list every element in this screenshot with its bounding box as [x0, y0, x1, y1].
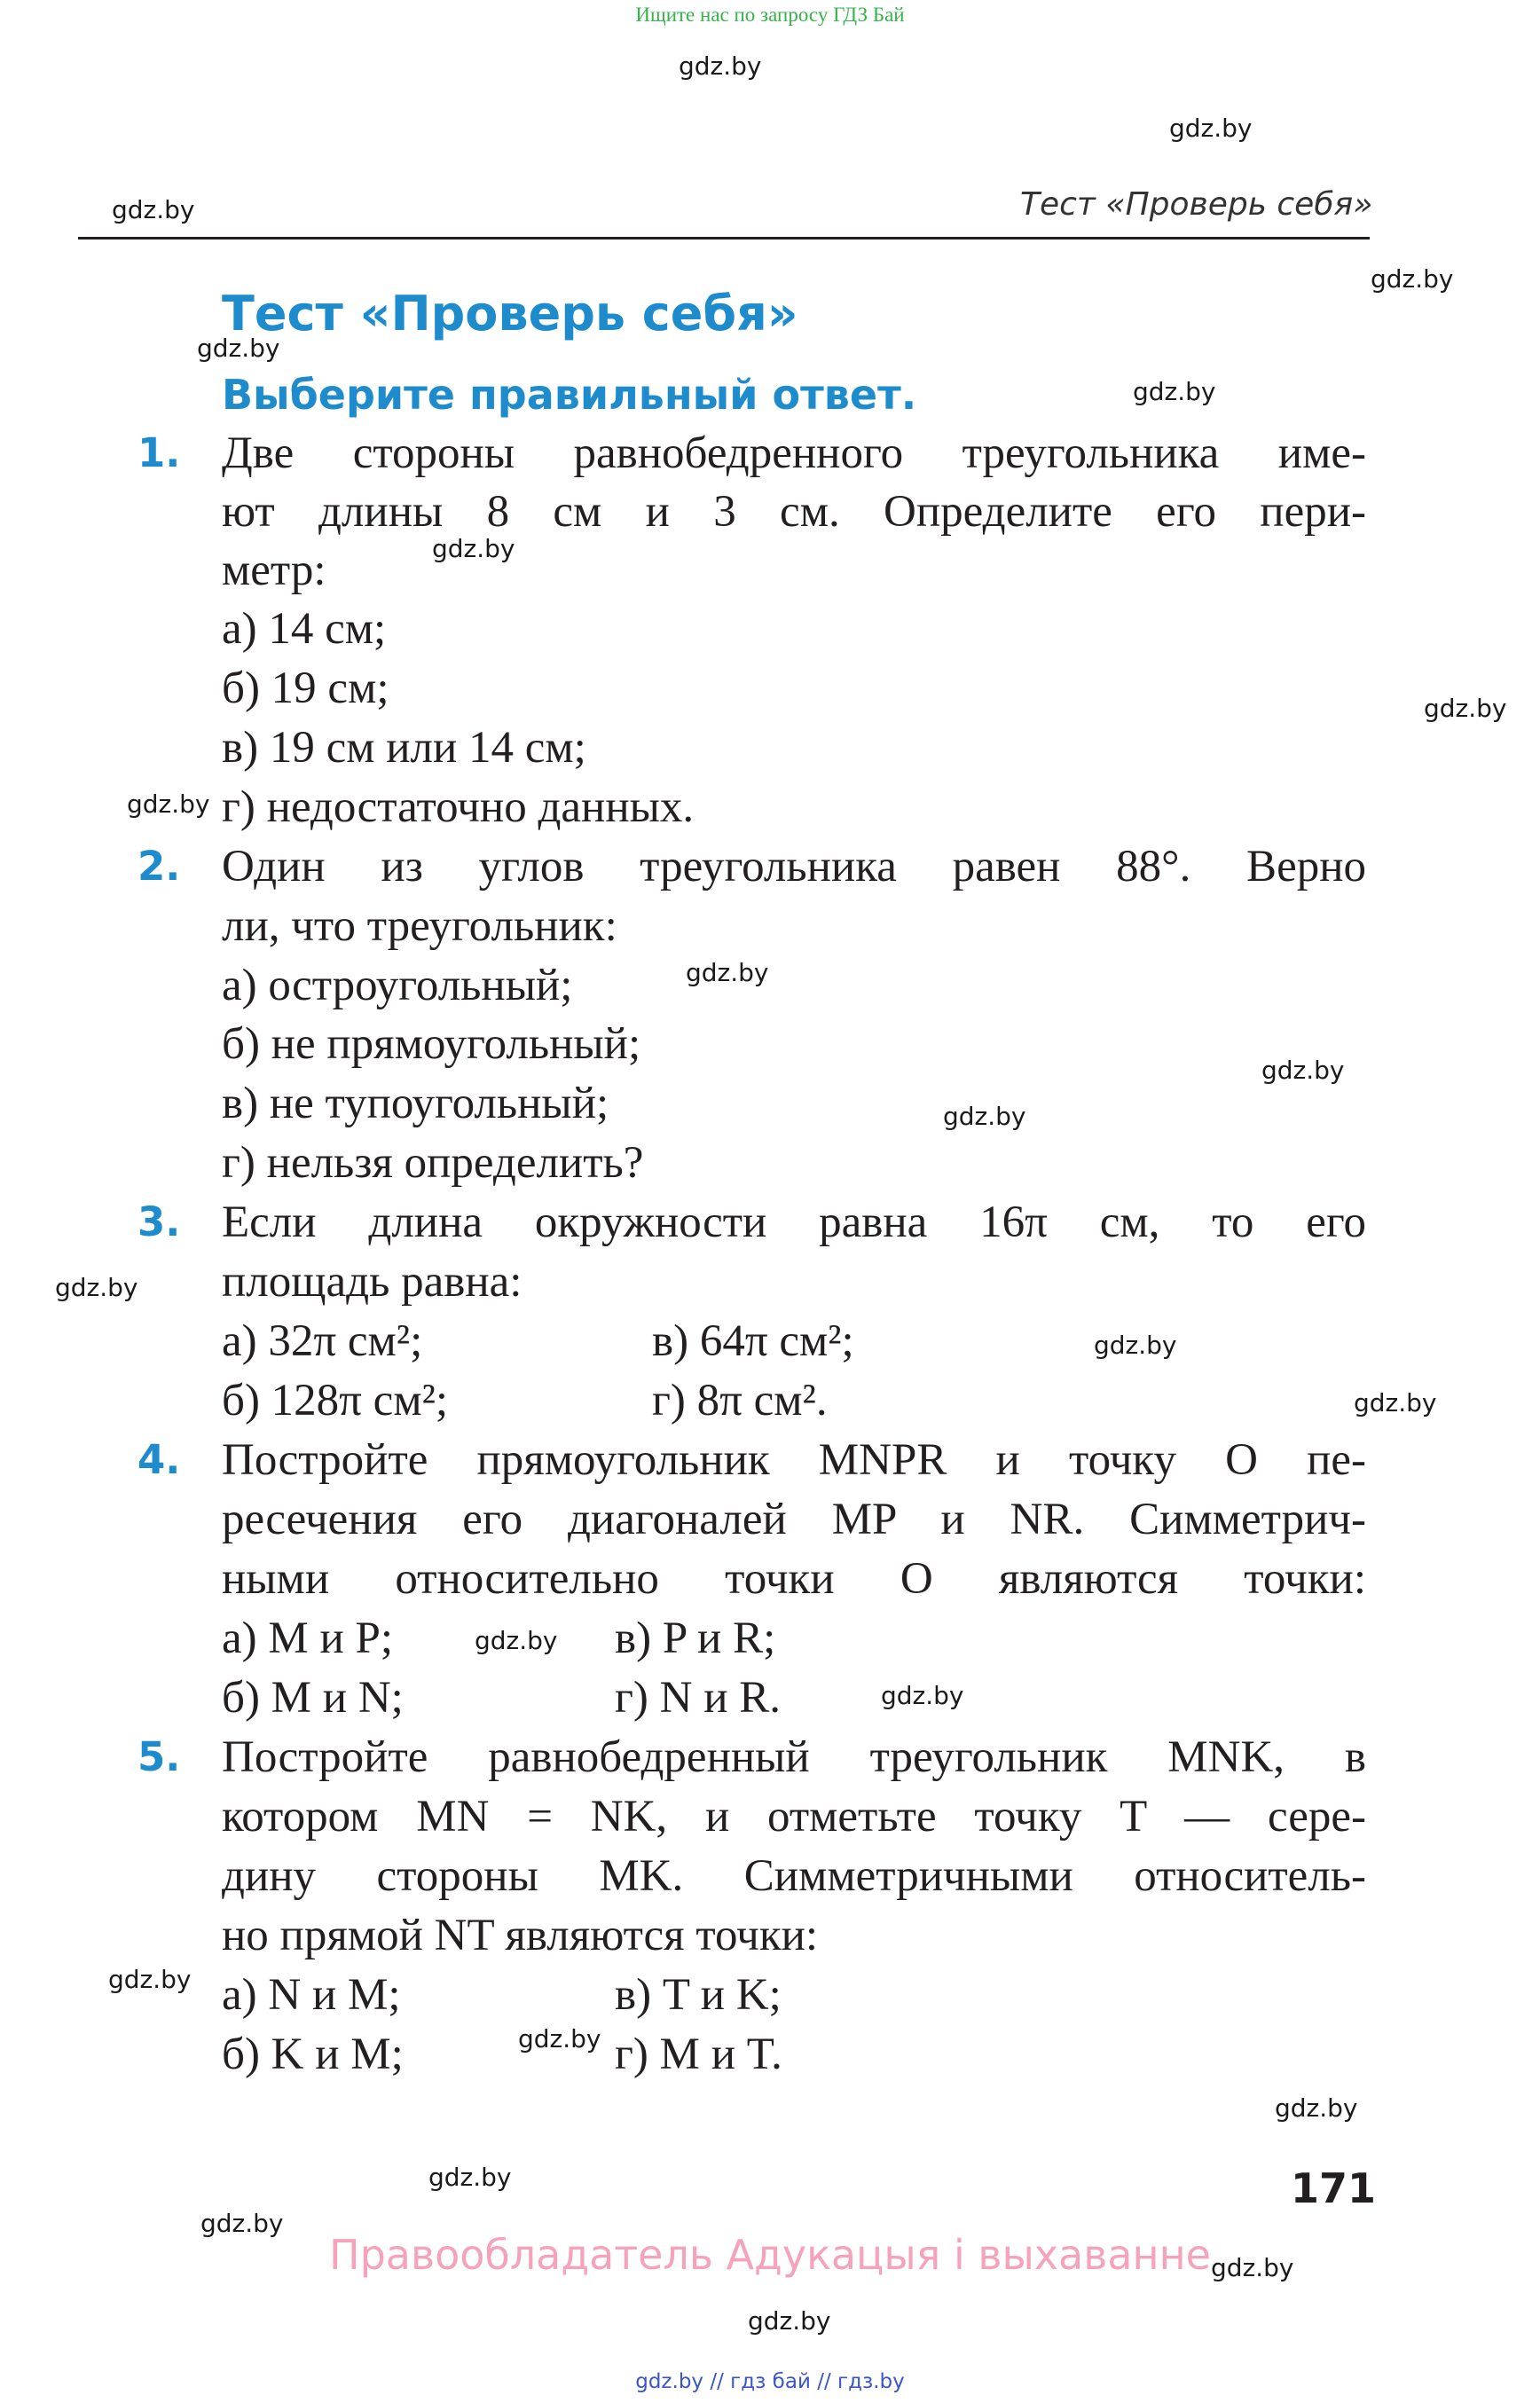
answer-option: в) 19 см или 14 см;	[222, 723, 586, 773]
bottom-links[interactable]: gdz.by // гдз бай // гдз.by	[635, 2370, 905, 2393]
question-number: 5.	[138, 1733, 181, 1780]
question-text-line: Две стороны равнобедренного треугольника име-	[222, 428, 1366, 478]
answer-option: г) N и R.	[615, 1673, 782, 1723]
question-text-line: ными относительно точки O являются точки:	[222, 1554, 1366, 1604]
question-text-line: метр:	[222, 546, 326, 595]
watermark: gdz.by	[108, 1965, 192, 1994]
answer-option: в) 64π см²;	[652, 1316, 854, 1366]
watermark: gdz.by	[432, 534, 515, 563]
watermark: gdz.by	[1094, 1331, 1177, 1360]
watermark: gdz.by	[686, 958, 769, 987]
watermark: gdz.by	[127, 789, 210, 819]
watermark: gdz.by	[1133, 377, 1216, 406]
answer-option: б) не прямоугольный;	[222, 1019, 641, 1069]
watermark: gdz.by	[1261, 1056, 1345, 1085]
question-text-line: ют длины 8 см и 3 см. Определите его пери-	[222, 487, 1366, 537]
answer-option: а) 14 см;	[222, 604, 387, 654]
running-header: Тест «Проверь себя»	[1020, 186, 1373, 223]
watermark: gdz.by	[428, 2163, 512, 2192]
answer-option: а) 32π см²;	[222, 1316, 423, 1366]
answer-option: а) M и P;	[222, 1614, 394, 1663]
question-text-line: но прямой NT являются точки:	[222, 1911, 819, 1960]
question-text-line: Один из углов треугольника равен 88°. Верно	[222, 842, 1366, 891]
page-number: 171	[1291, 2164, 1377, 2212]
question-number: 2.	[138, 843, 181, 890]
question-number: 4.	[138, 1436, 181, 1483]
question-text-line: площадь равна:	[222, 1257, 522, 1307]
header-rule	[78, 237, 1370, 240]
top-banner: Ищите нас по запросу ГДЗ Бай	[635, 4, 905, 26]
watermark: gdz.by	[679, 51, 762, 81]
question-text-line: Если длина окружности равна 16π см, то его	[222, 1198, 1366, 1247]
watermark: gdz.by	[881, 1681, 964, 1710]
answer-option: б) M и N;	[222, 1673, 404, 1723]
answer-option: а) N и M;	[222, 1970, 401, 2020]
watermark: gdz.by	[1211, 2253, 1294, 2282]
answer-option: б) K и M;	[222, 2030, 404, 2079]
answer-option: в) P и R;	[615, 1614, 776, 1663]
question-text-line: Постройте прямоугольник MNPR и точку O пе-	[222, 1435, 1366, 1485]
answer-option: г) M и T.	[615, 2030, 782, 2079]
answer-option: а) остроугольный;	[222, 961, 573, 1010]
answer-option: г) недостаточно данных.	[222, 782, 695, 832]
answer-option: б) 19 см;	[222, 664, 389, 713]
watermark: gdz.by	[112, 195, 195, 224]
watermark: gdz.by	[200, 2209, 284, 2238]
answer-option: г) нельзя определить?	[222, 1138, 644, 1188]
answer-option: б) 128π см²;	[222, 1376, 449, 1425]
watermark: gdz.by	[475, 1626, 558, 1655]
instruction: Выберите правильный ответ.	[222, 371, 917, 419]
question-text-line: Постройте равнобедренный треугольник MNK, в	[222, 1732, 1366, 1782]
answer-option: г) 8π см².	[652, 1376, 828, 1425]
answer-option: в) T и K;	[615, 1970, 782, 2020]
rights-notice: Правообладатель Адукацыя і выхаванне	[329, 2231, 1211, 2279]
question-number: 1.	[138, 429, 181, 476]
answer-option: в) не тупоугольный;	[222, 1079, 609, 1128]
page-title: Тест «Проверь себя»	[222, 286, 798, 342]
watermark: gdz.by	[1169, 114, 1253, 143]
watermark: gdz.by	[748, 2306, 831, 2336]
watermark: gdz.by	[1424, 694, 1507, 723]
watermark: gdz.by	[518, 2024, 601, 2054]
watermark: gdz.by	[55, 1273, 138, 1302]
watermark: gdz.by	[1354, 1388, 1437, 1417]
question-text-line: дину стороны MK. Симметричными относитель-	[222, 1851, 1366, 1901]
question-text-line: котором MN = NK, и отметьте точку T — сере-	[222, 1792, 1366, 1842]
question-text-line: ресечения его диагоналей MP и NR. Симметрич-	[222, 1495, 1366, 1544]
question-text-line: ли, что треугольник:	[222, 901, 617, 951]
watermark: gdz.by	[1371, 264, 1454, 294]
question-number: 3.	[138, 1198, 181, 1245]
watermark: gdz.by	[1275, 2093, 1358, 2123]
watermark: gdz.by	[943, 1102, 1026, 1131]
watermark: gdz.by	[197, 334, 280, 363]
